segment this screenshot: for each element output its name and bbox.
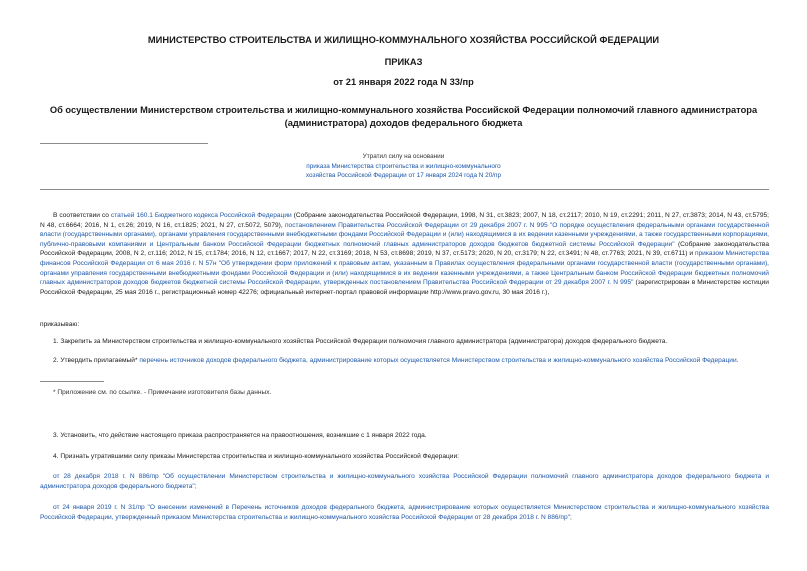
repealed-order-1-link[interactable]: от 28 декабря 2018 г. N 886/пр "Об осуществлении Министерством строительства и жилищно-коммунального хозяйства Российской Федерации полномочий главного администратора доходов федерального бюджета и администратора доходов федерального бюджета"; [40, 473, 769, 490]
item-4: 4. Признать утратившими силу приказы Министерства строительства и жилищно-коммунального хозяйства Российской Федерации: [53, 453, 459, 460]
ministry-name: МИНИСТЕРСТВО СТРОИТЕЛЬСТВА И ЖИЛИЩНО-КОММУНАЛЬНОГО ХОЗЯЙСТВА РОССИЙСКОЙ ФЕДЕРАЦИИ [147, 35, 660, 45]
orders-word: приказываю: [40, 321, 80, 328]
revenue-list-link[interactable]: перечень источников доходов федерального бюджета, администрирование которых осуществляется Министерством строительства и жилищно-коммунального хозяйства Российской Федерации [139, 357, 737, 364]
doc-subject: Об осуществлении Министерством строительства и жилищно-коммунального хозяйства Российской Федерации полномочий главного администратора (администратора) доходов федерального бюджета [49, 105, 758, 128]
divider-top [40, 143, 208, 144]
minfin-order-link[interactable]: приказом Министерства финансов Российской Федерации от 6 мая 2016 г. N 57н "Об утверждении форм приложений к правовым актам, указанным в Правилах осуществления федеральными органами государственной власти (государственными органами), органами управления государственными внебюджетными фондами Российской Федерации и (или) находящимися в их ведении казенными учреждениями, а также Центральным банком Российской Федерации бюджетных полномочий главных администраторов доходов бюджетов бюджетной системы Российской Федерации, утвержденных постановлением Правительства Российской Федерации от 29 декабря 2007 г. N 995" [40, 250, 769, 287]
item-2-end: . [736, 357, 739, 364]
preamble-text-2: (Собрание законодательства Российской Федерации, 1998, N 31, ст.3823; 2007, N 18, ст.2117; 2010, N 19, ст.2291; 2011, N 27, ст.3873; 2014, N 43, ст.5795; N 48, ст.6664; 2016, N 1, ст.26; 2019, N 16, ст.1825; 2021, N 27, ст.5072, 5079), [40, 212, 769, 229]
preamble-paragraph [40, 211, 769, 297]
item-2 [40, 356, 769, 366]
budget-code-link[interactable]: статьей 160.1 Бюджетного кодекса Российской Федерации [110, 212, 292, 219]
item-3: 3. Установить, что действие настоящего приказа распространяется на правоотношения, возникшие с 1 января 2022 года. [53, 432, 427, 439]
item-1: 1. Закрепить за Министерством строительства и жилищно-коммунального хозяйства Российской Федерации полномочия главного администратора (администратора) доходов федерального бюджета. [53, 338, 668, 345]
status-note-link[interactable]: приказа Министерства строительства и жилищно-коммунального хозяйства Российской Федерации от 17 января 2024 года N 20/пр [305, 162, 502, 179]
preamble-text-1: В соответствии со [53, 212, 111, 219]
preamble-text-3: (Собрание законодательства Российской Федерации, 2008, N 2, ст.116; 2012, N 15, ст.1784; 2016, N 12, ст.1667; 2017, N 22, ст.3169; 2018, N 53, ст.8698; 2019, N 37, ст.5173; 2020, N 20, ст.3179; N 22, ст.3491; N 48, ст.7763; 2021, N 39, ст.6711) и [40, 240, 769, 258]
status-note-text: Утратил силу на основании [362, 153, 445, 160]
repealed-order-2-link[interactable]: от 24 января 2019 г. N 31/пр "О внесении изменений в Перечень источников доходов федерального бюджета, администрирование которых осуществляется Министерством строительства и жилищно-коммунального хозяйства Российской Федерации, утвержденный приказом Министерства строительства и жилищно-коммунального хозяйства Российской Федерации от 28 декабря 2018 г. N 886/пр"; [40, 504, 769, 521]
government-decree-link[interactable]: постановлением Правительства Российской Федерации от 29 декабря 2007 г. N 995 "О порядке осуществления федеральными органами государственной власти (государственными органами), органами управления государственными внебюджетными фондами Российской Федерации и (или) находящимися в их ведении казенными учреждениями, а также государственными корпорациями, публично-правовыми компаниями и Центральным банком Российской Федерации бюджетных полномочий главных администраторов доходов бюджетов бюджетной системы Российской Федерации" [40, 221, 769, 248]
footnote-divider [40, 381, 104, 382]
item-2-text: 2. Утвердить прилагаемый* [53, 357, 140, 364]
status-note [300, 152, 507, 181]
doc-type: ПРИКАЗ [384, 57, 423, 67]
divider-status [40, 189, 769, 190]
preamble-text-4: (зарегистрирован в Министерстве юстиции Российской Федерации, 25 мая 2016 г., регистрационный номер 42276; официальный интернет-портал правовой информации http://www.pravo.gov.ru, 30 мая 2016 г.), [40, 279, 769, 296]
doc-date-number: от 21 января 2022 года N 33/пр [333, 77, 474, 87]
footnote: * Приложение см. по ссылке. - Примечание изготовителя базы данных. [53, 389, 272, 396]
